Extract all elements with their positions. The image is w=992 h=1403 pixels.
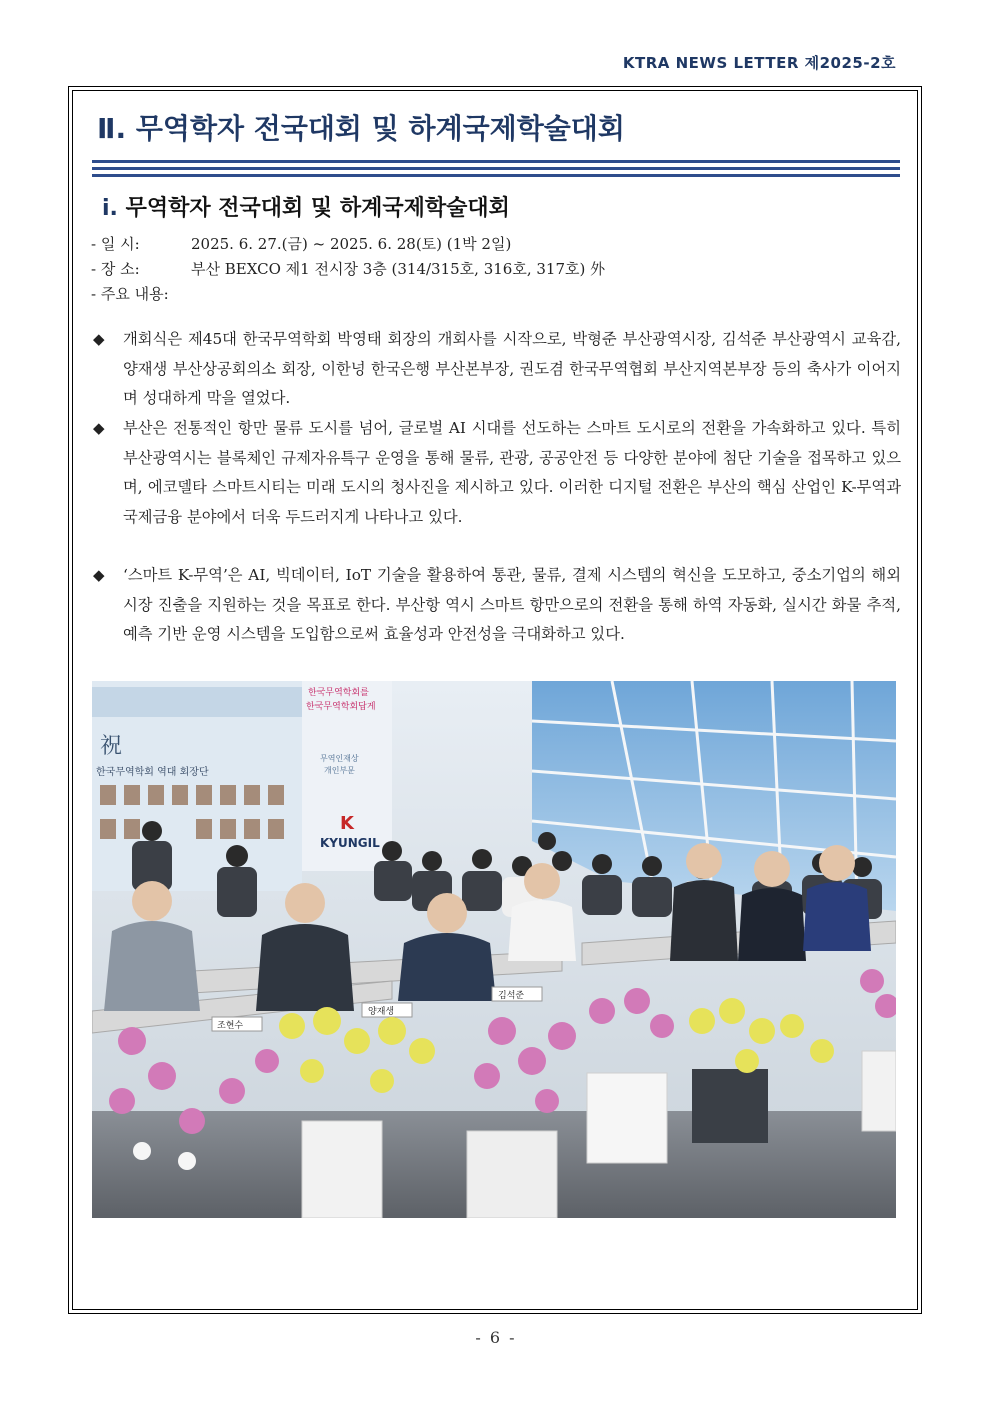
nameplate-1: 조현수 — [217, 1021, 244, 1031]
section-title — [97, 107, 625, 147]
subsection-title-text: 무역학자 전국대회 및 하계국제학술대회 — [125, 196, 510, 221]
info-place — [91, 257, 605, 281]
event-photo — [92, 681, 896, 1218]
info-place-key: - 장 소: — [91, 260, 140, 278]
title-rule-bottom — [92, 174, 900, 177]
title-rule-middle — [92, 167, 900, 170]
diamond-bullet-icon: ◆ — [93, 330, 105, 348]
banner-center-line-4: 개인부문 — [324, 766, 355, 775]
banner-left — [92, 681, 302, 891]
subsection-number: ⅰ. — [102, 196, 118, 221]
banner-center-line-3: 무역인재상 — [320, 754, 359, 763]
diamond-bullet-icon: ◆ — [93, 566, 105, 584]
banner-left-line: 한국무역학회 역대 회장단 — [96, 767, 209, 778]
logo-text: KYUNGIL — [320, 836, 380, 850]
event-photo-illustration — [92, 681, 896, 1218]
subsection-title — [102, 191, 510, 222]
newsletter-header: KTRA NEWS LETTER 제2025-2호 — [622, 54, 896, 72]
bullet-text-3: ‘스마트 K-무역’은 AI, 빅데이터, IoT 기술을 활용하여 통관, 물류, 결제 시스템의 혁신을 도모하고, 중소기업의 해외시장 진출을 지원하는 것을 목표로 한다. 부산항 역시 스마트 항만으로의 전환을 통해 하역 자동화, 실시간 화물 추적, 예측 기반 운영 시스템을 도입함으로써 효율성과 안전성을 극대화하고 있다. — [123, 566, 901, 644]
banner-center-line-1: 한국무역학회를 — [308, 688, 369, 698]
bullet-paragraph-2 — [93, 414, 901, 532]
info-date — [91, 232, 511, 256]
info-content-key: - 주요 내용: — [91, 285, 169, 303]
bullet-paragraph-1 — [93, 325, 901, 414]
page-number: - 6 - — [475, 1328, 517, 1347]
diamond-bullet-icon: ◆ — [93, 419, 105, 437]
banner-center — [302, 681, 392, 871]
logo-mark: K — [340, 813, 354, 834]
nameplate-3: 김석준 — [498, 991, 525, 1001]
bullet-text-1: 개회식은 제45대 한국무역학회 박영태 회장의 개회사를 시작으로, 박형준 부산광역시장, 김석준 부산광역시 교육감, 양재생 부산상공회의소 회장, 이한넝 한국은행 부산본부장, 권도겸 한국무역협회 부산지역본부장 등의 축사가 이어지며 성대하게 막을 열었다. — [123, 330, 901, 408]
bullet-paragraph-3 — [93, 561, 901, 650]
section-number: Ⅱ. — [97, 112, 127, 145]
info-date-value: 2025. 6. 27.(금) ~ 2025. 6. 28(토) (1박 2일) — [191, 235, 512, 253]
info-content — [91, 282, 191, 306]
info-place-value: 부산 BEXCO 제1 전시장 3층 (314/315호, 316호, 317호) 外 — [191, 260, 606, 278]
nameplate-2: 양재생 — [368, 1007, 395, 1017]
banner-center-line-2: 한국무역학회답게 — [306, 702, 376, 712]
page-frame — [68, 86, 922, 1314]
bullet-text-2: 부산은 전통적인 항만 물류 도시를 넘어, 글로벌 AI 시대를 선도하는 스마트 도시로의 전환을 가속화하고 있다. 특히 부산광역시는 블록체인 규제자유특구 운영을 통해 물류, 관광, 공공안전 등 다양한 분야에 첨단 기술을 접목하고 있으며, 에코델타 스마트시티는 미래 도시의 청사진을 제시하고 있다. 이러한 디지털 전환은 부산의 핵심 산업인 K-무역과 국제금융 분야에서 더욱 두드러지게 나타나고 있다. — [123, 419, 901, 526]
title-rule-top — [92, 160, 900, 163]
banner-left-char: 祝 — [100, 734, 123, 759]
info-date-key: - 일 시: — [91, 235, 140, 253]
section-title-text: 무역학자 전국대회 및 하계국제학술대회 — [135, 112, 625, 145]
